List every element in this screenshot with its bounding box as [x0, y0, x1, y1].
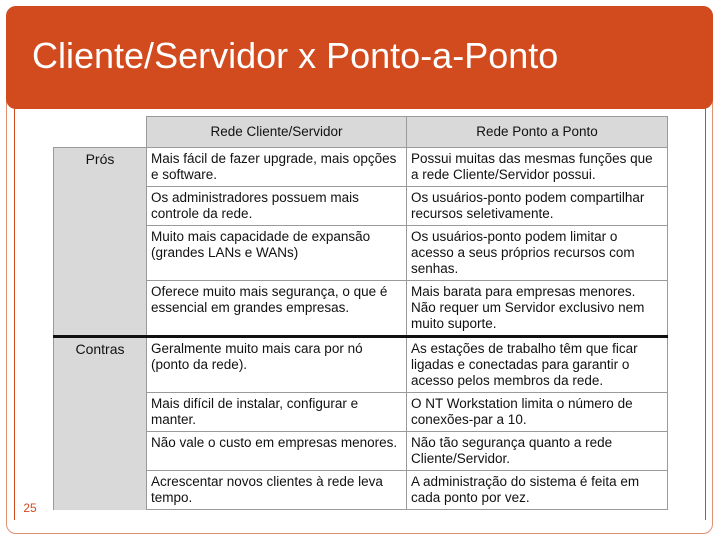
table-cell: Oferece muito mais segurança, o que é essencial em grandes empresas. [147, 281, 407, 337]
left-accent-rule [14, 108, 15, 520]
group-label-pros: Prós [54, 148, 147, 337]
group-label-cons: Contras [54, 337, 147, 510]
right-accent-rule [705, 108, 706, 520]
table-cell: O NT Workstation limita o número de conexões-par a 10. [407, 393, 668, 432]
table-cell: Acrescentar novos clientes à rede leva tempo. [147, 471, 407, 510]
table-corner-cell [54, 117, 147, 148]
title-bar [6, 6, 713, 109]
table-cell: Mais difícil de instalar, configurar e manter. [147, 393, 407, 432]
column-header-client-server: Rede Cliente/Servidor [147, 117, 407, 148]
column-header-peer-to-peer: Rede Ponto a Ponto [407, 117, 668, 148]
table-cell: A administração do sistema é feita em cada ponto por vez. [407, 471, 668, 510]
table-cell: Não vale o custo em empresas menores. [147, 432, 407, 471]
table-row [54, 393, 668, 432]
table-row [54, 471, 668, 510]
table-cell: Não tão segurança quanto a rede Cliente/Servidor. [407, 432, 668, 471]
slide-title: Cliente/Servidor x Ponto-a-Ponto [32, 35, 559, 76]
table-cell: Possui muitas das mesmas funções que a rede Cliente/Servidor possui. [407, 148, 668, 187]
table-cell: Os usuários-ponto podem limitar o acesso a seus próprios recursos com senhas. [407, 226, 668, 281]
comparison-table-container [53, 116, 667, 510]
table-row [54, 187, 668, 226]
table-cell: Os administradores possuem mais controle da rede. [147, 187, 407, 226]
table-cell: Mais fácil de fazer upgrade, mais opções e software. [147, 148, 407, 187]
table-cell: As estações de trabalho têm que ficar ligadas e conectadas para garantir o acesso pelos membros da rede. [407, 337, 668, 393]
table-cell: Muito mais capacidade de expansão (grandes LANs e WANs) [147, 226, 407, 281]
table-row [54, 337, 668, 393]
table-row [54, 148, 668, 187]
table-row [54, 281, 668, 337]
table-row [54, 432, 668, 471]
table-header-row [54, 117, 668, 148]
table-cell: Mais barata para empresas menores. Não requer um Servidor exclusivo nem muito suporte. [407, 281, 668, 337]
table-cell: Geralmente muito mais cara por nó (ponto da rede). [147, 337, 407, 393]
table-cell: Os usuários-ponto podem compartilhar recursos seletivamente. [407, 187, 668, 226]
table-row [54, 226, 668, 281]
comparison-table [53, 116, 668, 510]
slide-number: 25 [15, 498, 45, 518]
